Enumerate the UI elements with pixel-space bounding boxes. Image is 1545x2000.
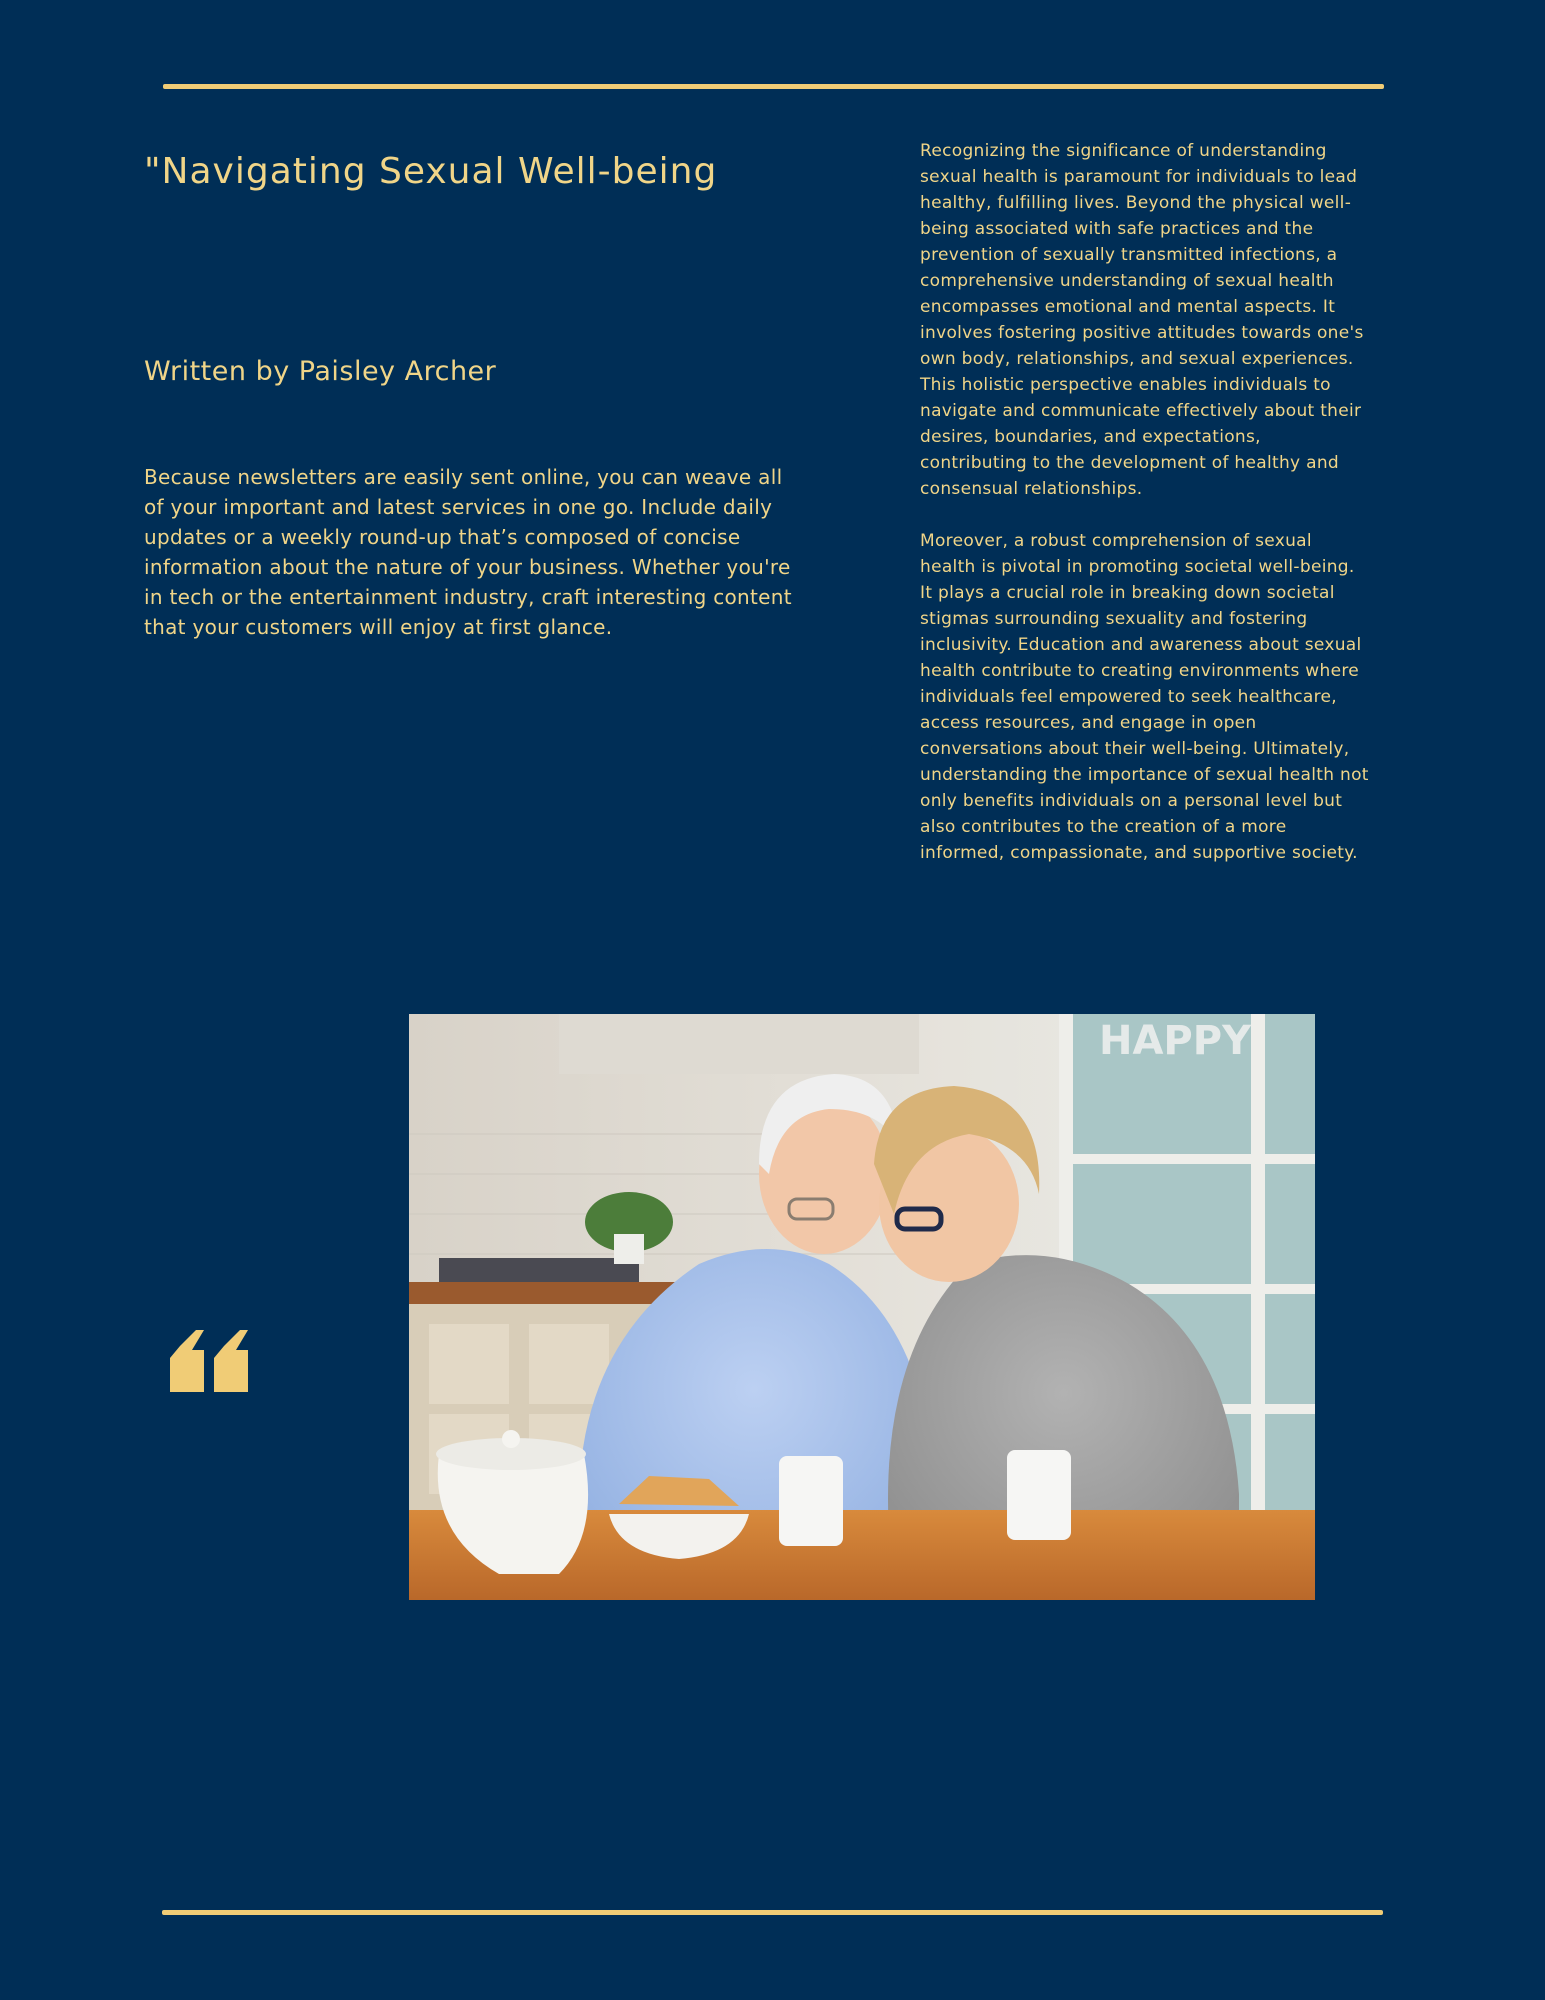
article-body <box>920 138 1370 892</box>
body-paragraph-1: Recognizing the significance of understanding sexual health is paramount for individuals to lead healthy, fulfilling lives. Beyond the physical well-being associated with safe practices and the prevention of sexually transmitted infections, a comprehensive understanding of sexual health encompasses emotional and mental aspects. It involves fostering positive attitudes towards one's own body, relationships, and sexual experiences. This holistic perspective enables individuals to navigate and communicate effectively about their desires, boundaries, and expectations, contributing to the development of healthy and consensual relationships. <box>920 141 1364 499</box>
top-divider <box>163 84 1384 89</box>
bottom-divider <box>162 1910 1383 1915</box>
svg-text:HAPPY: HAPPY <box>1099 1018 1252 1064</box>
body-paragraph-2: Moreover, a robust comprehension of sexual health is pivotal in promoting societal well-being. It plays a crucial role in breaking down societal stigmas surrounding sexuality and fostering inclusivity. Education and awareness about sexual health contribute to creating environments where individuals feel empowered to seek healthcare, access resources, and engage in open conversations about their well-being. Ultimately, understanding the importance of sexual health not only benefits individuals on a personal level but also contributes to the creation of a more informed, compassionate, and supportive society. <box>920 531 1369 863</box>
article-title: "Navigating Sexual Well-being <box>144 151 718 192</box>
article-byline: Written by Paisley Archer <box>144 356 497 387</box>
article-intro: Because newsletters are easily sent online, you can weave all of your important and latest services in one go. Include daily updates or a weekly round-up that’s composed of concise information about the nature of your business. Whether you're in tech or the entertainment industry, craft interesting content that your customers will enjoy at first glance. <box>144 465 792 639</box>
couple-photo <box>409 1014 1315 1600</box>
quote-mark-icon <box>168 1330 254 1402</box>
